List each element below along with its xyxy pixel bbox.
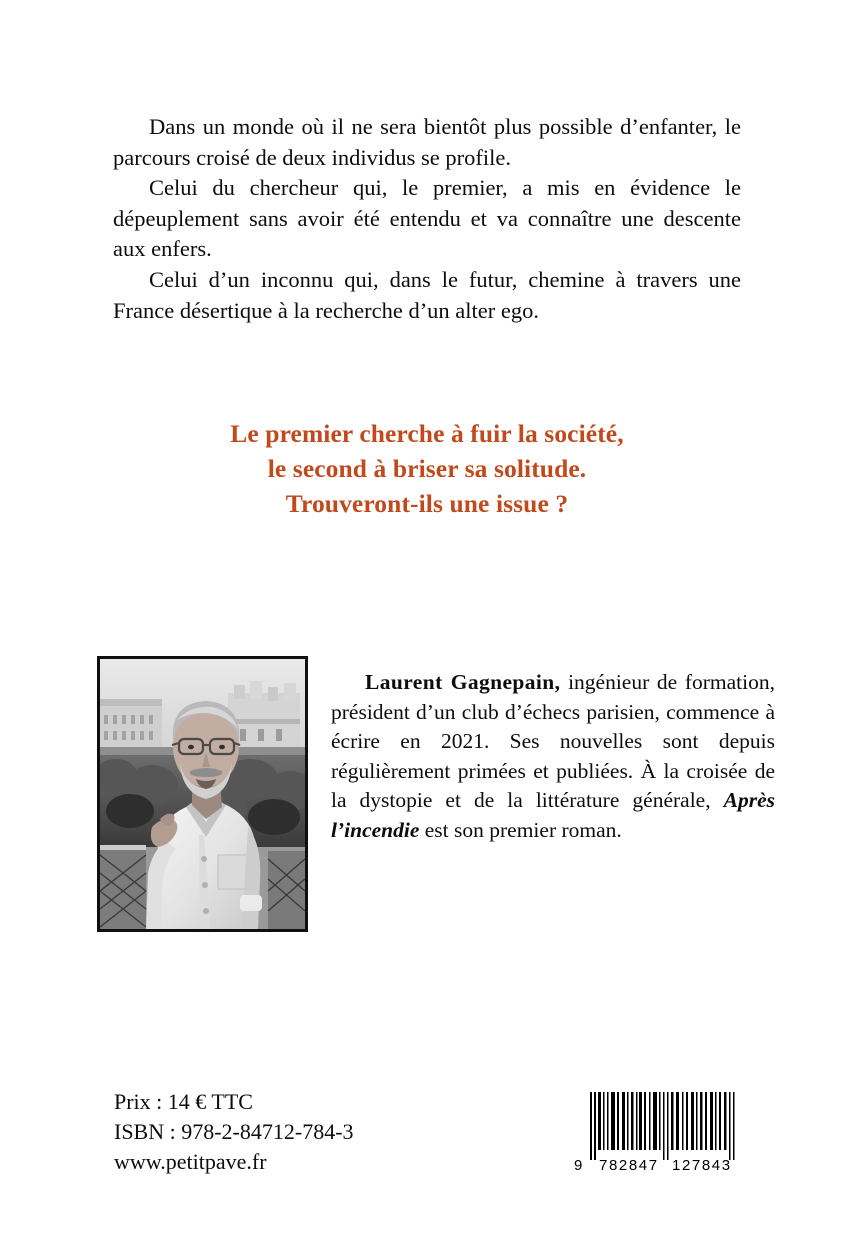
barcode-right-group: 127843 xyxy=(672,1157,732,1174)
barcode-lead-digit: 9 xyxy=(574,1157,584,1174)
isbn-line: ISBN : 978-2-84712-784-3 xyxy=(114,1119,354,1144)
author-bio-text-after-title: est son premier roman. xyxy=(419,817,622,842)
synopsis-paragraph-1: Dans un monde où il ne sera bientôt plus possible d’enfanter, le parcours croisé de deux individus se profile. xyxy=(113,114,741,170)
price-line: Prix : 14 € TTC xyxy=(114,1089,253,1114)
synopsis-block xyxy=(113,112,741,326)
author-portrait-photo xyxy=(97,656,308,932)
barcode-left-group: 782847 xyxy=(599,1157,659,1174)
author-portrait-illustration xyxy=(100,659,305,929)
ean13-barcode xyxy=(568,1088,744,1176)
footer-info-block xyxy=(114,1087,354,1177)
book-title-mention: Après l’incendie xyxy=(331,788,775,842)
author-bio-paragraph xyxy=(331,668,775,846)
pullquote-line-1: Le premier cherche à fuir la société, xyxy=(230,419,624,448)
synopsis-paragraph-2: Celui du chercheur qui, le premier, a mis en évidence le dépeuplement sans avoir été entendu et va connaître une descente aux enfers. xyxy=(113,175,741,262)
pullquote-block xyxy=(113,416,741,521)
author-bio-block xyxy=(331,668,775,846)
pullquote-line-3: Trouveront-ils une issue ? xyxy=(285,489,569,518)
publisher-website-line[interactable]: www.petitpave.fr xyxy=(114,1149,267,1174)
pullquote-line-2: le second à briser sa solitude. xyxy=(267,454,587,483)
barcode-graphic xyxy=(568,1088,744,1176)
author-bio-text-before-title: ingénieur de formation, président d’un club d’échecs parisien, commence à écrire en 2021. Ses nouvelles sont depuis régulièrement primées et publiées. À la croisée de la dystopie et de la littérature générale, xyxy=(331,670,775,813)
author-name: Laurent Gagnepain, xyxy=(365,670,561,694)
synopsis-paragraph-3: Celui d’un inconnu qui, dans le futur, chemine à travers une France désertique à la recherche d’un alter ego. xyxy=(113,266,741,323)
